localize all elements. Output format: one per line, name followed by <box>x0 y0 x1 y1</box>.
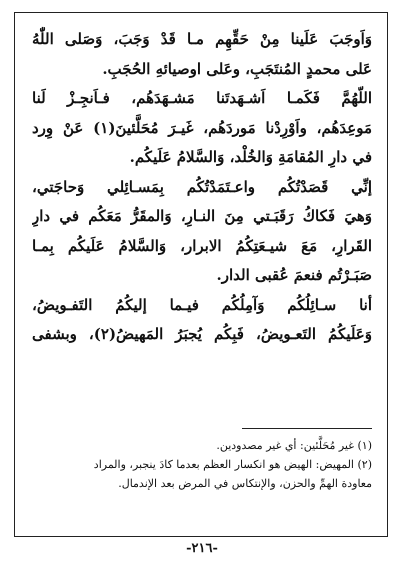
text-line: أنا سـائِلُكُم وَآمِلُكُم فيـما إليكُمُ التَفـويضُ، <box>32 295 372 314</box>
page-number: -٢١٦- <box>186 541 218 556</box>
text-line: مَوعِدَهُم، واَوْرِدْنا مَوردَهُم، غَيـرَ مُحَلَّئينَ(١) عَنْ وِرد <box>32 118 372 137</box>
footnotes <box>30 436 372 493</box>
footnote-2: (٢) المهيض: الهيض هو انكسار العظم بعدما كادَ ينجبر، والمراد <box>93 458 372 471</box>
footnote-separator <box>242 428 372 429</box>
text-line: اللّهُمَّ فَكَمـا اَشـهَدتَنا مَشـهَدَهُم، فـاَنجِـزْ لَنا <box>32 89 372 107</box>
text-line: إنِّي قَصَدْتُكُم واعـتَمَدْتُكُم بِمَسـائِلي وَحاجَتي، <box>32 177 372 196</box>
footnote-1: (١) غير مُحَلَّئين: أي غير مصدودين. <box>216 439 372 452</box>
footnote-2-continued: معاودة الهمِّ والحزن، والإنتكاس في المرض بعد الإندمال. <box>118 477 372 490</box>
text-line: وَاَوجَبَ عَلَينا مِنْ حَقِّهِم مـا قَدْ وَجَبَ، وَصَلى اللّٰهُ <box>32 30 372 48</box>
text-line: صَبَـرْتُم فنعمَ عُقبى الدار. <box>216 266 372 284</box>
text-line: وَهيَ فَكاكُ رَقَبَـتي مِنَ النـارِ، وَالمقَرُّ مَعَكُم في دارِ <box>32 207 372 225</box>
text-line: القَرارِ، مَعَ شيـعَتِكُمُ الابرار، وَالسَّلامُ عَلَيكُم بِمـا <box>32 236 372 255</box>
text-line: في دارِ المُقامَةِ وَالخُلْد، وَالسَّلامُ عَلَيكُم. <box>129 148 372 166</box>
prayer-text <box>32 25 372 350</box>
text-line: عَلى محمدٍ المُنتَجَبِ، وعَلى اوصيائهِ الحُجَبِ. <box>102 59 372 78</box>
text-line: وَعَلَيكُمُ التَعـويضُ، فَبِكُم يُجبَرُ المَهيضُ(٢)، وبشفى <box>32 325 372 343</box>
